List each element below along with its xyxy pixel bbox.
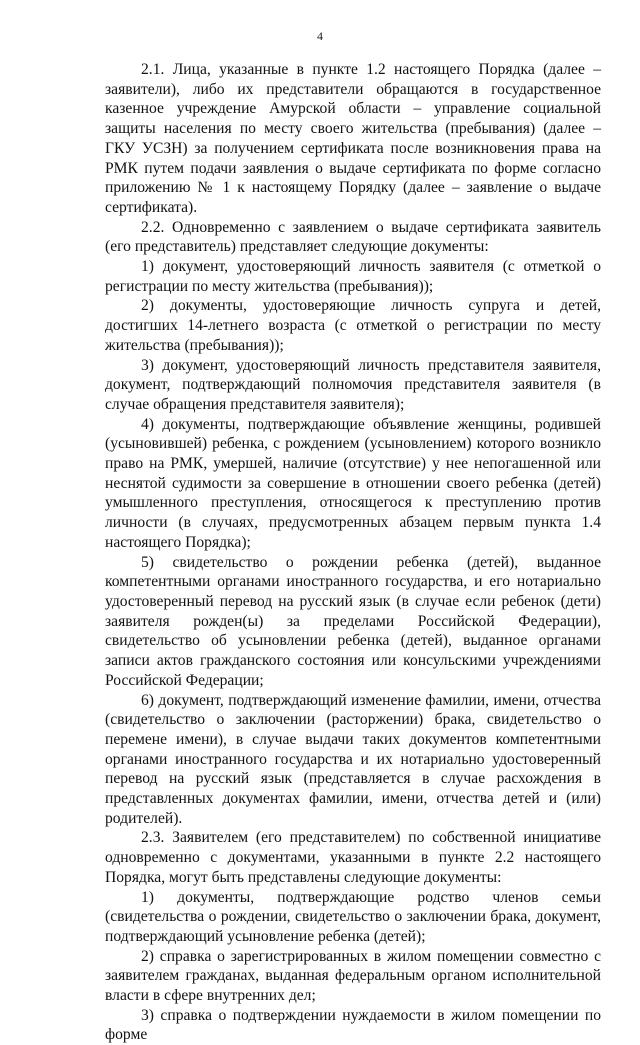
paragraph-2-2: 2.2. Одновременно с заявлением о выдаче сертификата заявитель (его представитель) представляет следующие документы: <box>105 218 601 256</box>
paragraph-2-3-item-2: 2) справка о зарегистрированных в жилом помещении совместно с заявителем гражданах, выданная федеральным органом исполнительной власти в сфере внутренних дел; <box>105 947 601 1005</box>
paragraph-2-2-item-6: 6) документ, подтверждающий изменение фамилии, имени, отчества (свидетельство о заключении (расторжении) брака, свидетельство о перемене имени), в случае выдачи таких документов компетентными органами иностранного государства и их нотариально удостоверенный перевод на русский язык (представляется в случае расхождения в представленных документах фамилии, имени, отчества детей и (или) родителей). <box>105 691 601 827</box>
paragraph-2-3: 2.3. Заявителем (его представителем) по собственной инициативе одновременно с документами, указанными в пункте 2.2 настоящего Порядка, могут быть представлены следующие документы: <box>105 829 601 886</box>
paragraph-2-2-item-4: 4) документы, подтверждающие объявление женщины, родившей (усыновившей) ребенка, с рождением (усыновлением) которого возникло право на РМК, умершей, наличие (отсутствие) у нее непогашенной или неснятой судимости за совершение в отношении своего ребенка (детей) умышленного преступления, относящегося к преступлению против личности (в случаях, предусмотренных абзацем первым пункта 1.4 настоящего Порядка); <box>105 415 601 551</box>
paragraph-2-2-item-2: 2) документы, удостоверяющие личность супруга и детей, достигших 14-летнего возраста (с отметкой о регистрации по месту жительства (пребывания)); <box>105 297 601 354</box>
paragraph-2-3-item-1: 1) документы, подтверждающие родство членов семьи (свидетельства о рождении, свидетельство о заключении брака, документ, подтверждающий усыновление ребенка (детей); <box>105 888 601 945</box>
paragraph-2-1: 2.1. Лица, указанные в пункте 1.2 настоящего Порядка (далее – заявители), либо их представители обращаются в государственное казенное учреждение Амурской области – управление социальной защиты населения по месту своего жительства (пребывания) (далее – ГКУ УСЗН) за получением сертификата после возникновения права на РМК путем подачи заявления о выдаче сертификата по форме согласно приложению № 1 к настоящему Порядку (далее – заявление о выдаче сертификата). <box>105 61 601 216</box>
page-number: 4 <box>317 29 323 43</box>
paragraph-2-2-item-1: 1) документ, удостоверяющий личность заявителя (с отметкой о регистрации по месту жительства (пребывания)); <box>105 258 601 295</box>
paragraph-2-2-item-3: 3) документ, удостоверяющий личность представителя заявителя, документ, подтверждающий полномочия представителя заявителя (в случае обращения представителя заявителя); <box>105 356 601 413</box>
paragraph-2-3-item-3: 3) справка о подтверждении нуждаемости в жилом помещении по форме <box>105 1006 601 1044</box>
paragraph-2-2-item-5: 5) свидетельство о рождении ребенка (детей), выданное компетентными органами иностранного государства, и его нотариально удостоверенный перевод на русский язык (в случае если ребенок (дети) заявителя рожден(ы) за пределами Российской Федерации), свидетельство об усыновлении ребенка (детей), выданное органами записи актов гражданского состояния или консульскими учреждениями Российской Федерации; <box>105 553 601 689</box>
document-body <box>105 60 601 1045</box>
